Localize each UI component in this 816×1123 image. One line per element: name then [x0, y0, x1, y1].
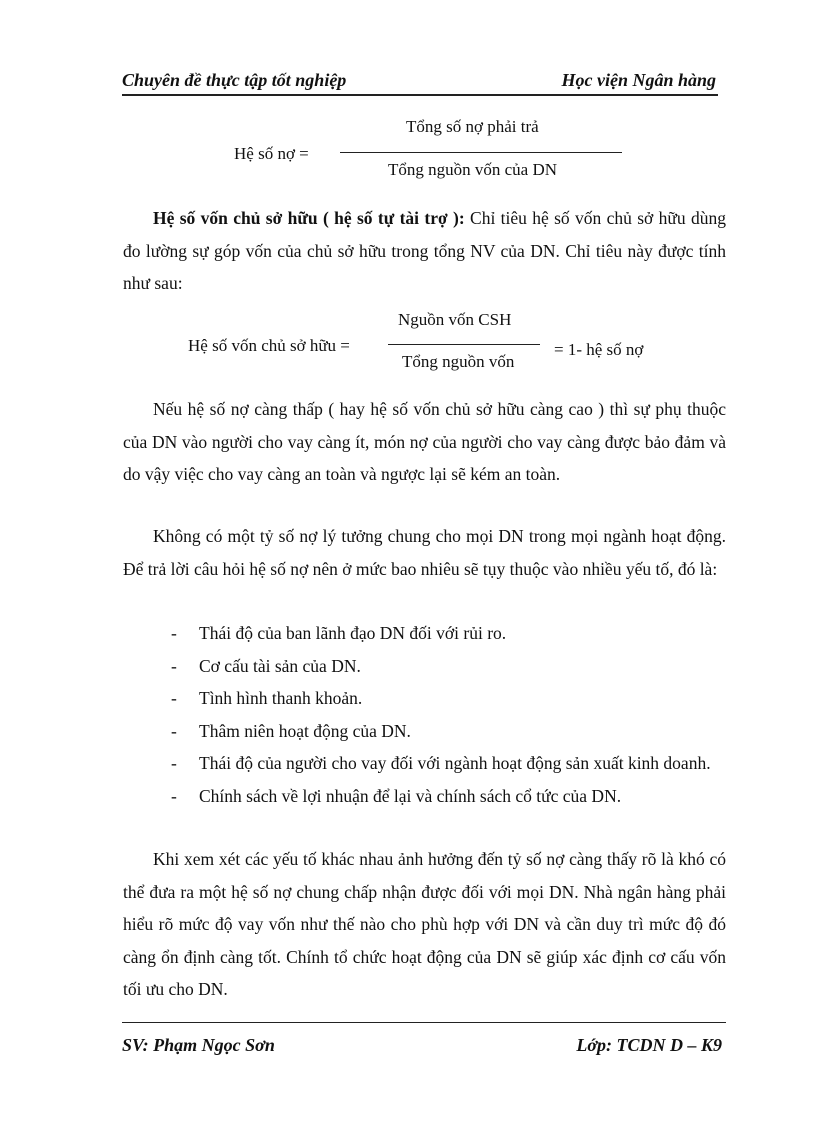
factors-list	[171, 617, 726, 812]
list-item-text: Thái độ của ban lãnh đạo DN đối với rủi ro.	[199, 623, 507, 643]
header-document-title: Chuyên đề thực tập tốt nghiệp	[122, 70, 347, 90]
list-dash: -	[171, 688, 177, 708]
formula-debt-ratio-denominator: Tổng nguồn vốn của DN	[388, 160, 558, 179]
list-item-text: Chính sách về lợi nhuận để lại và chính sách cổ tức của DN.	[199, 785, 622, 806]
list-dash: -	[171, 720, 177, 741]
header-institution: Học viện Ngân hàng	[561, 70, 716, 90]
list-item	[171, 617, 726, 650]
list-dash: -	[171, 623, 177, 643]
formula-equity-ratio-result: = 1- hệ số nợ	[554, 340, 644, 359]
list-item-text: Tình hình thanh khoản.	[199, 688, 363, 708]
footer-student-name: SV: Phạm Ngọc Sơn	[122, 1035, 275, 1055]
formula-equity-ratio-label: Hệ số vốn chủ sở hữu =	[188, 336, 350, 355]
page-footer	[122, 1022, 726, 1061]
list-item	[171, 682, 726, 715]
list-item-text: Thâm niên hoạt động của DN.	[199, 720, 411, 741]
formula-debt-ratio-numerator: Tổng số nợ phải trả	[406, 117, 539, 136]
list-item	[171, 650, 726, 683]
fraction-bar	[340, 152, 622, 153]
list-item-text: Thái độ của người cho vay đối với ngành hoạt động sản xuất kinh doanh.	[199, 753, 711, 773]
page-header	[122, 68, 718, 96]
list-item	[171, 715, 726, 748]
list-item	[171, 780, 726, 813]
paragraph-conclusion: Khi xem xét các yếu tố khác nhau ảnh hưởng đến tỷ số nợ càng thấy rõ là khó có thể đưa ra một hệ số nợ chung chấp nhận được đối với mọi DN. Nhà ngân hàng phải hiểu rõ mức độ vay vốn như thế nào cho phù hợp với DN và cần duy trì mức độ đó càng ổn định càng tốt. Chính tổ chức hoạt động của DN sẽ giúp xác định cơ cấu vốn tối ưu cho DN.	[123, 849, 726, 999]
formula-equity-ratio-numerator: Nguồn vốn CSH	[398, 310, 512, 329]
paragraph-equity-ratio-text: Chỉ tiêu hệ số vốn chủ sở hữu dùng đo lường sự góp vốn của chủ sở hữu trong tổng NV của DN. Chỉ tiêu này được tính như sau:	[123, 208, 726, 293]
list-dash: -	[171, 655, 177, 676]
paragraph-equity-ratio-term: Hệ số vốn chủ sở hữu ( hệ số tự tài trợ ):	[153, 208, 465, 228]
list-dash: -	[171, 753, 177, 773]
paragraph-debt-dependency: Nếu hệ số nợ càng thấp ( hay hệ số vốn chủ sở hữu càng cao ) thì sự phụ thuộc của DN vào người cho vay càng ít, món nợ của người cho vay càng được bảo đảm và do vậy việc cho vay càng an toàn và ngược lại sẽ kém an toàn.	[123, 399, 726, 484]
list-item	[171, 747, 726, 780]
formula-debt-ratio-label: Hệ số nợ =	[234, 144, 309, 163]
paragraph-ideal-ratio: Không có một tỷ số nợ lý tưởng chung cho mọi DN trong mọi ngành hoạt động. Để trả lời câu hỏi hệ số nợ nên ở mức bao nhiêu sẽ tụy thuộc vào nhiều yếu tố, đó là:	[123, 526, 726, 579]
fraction-bar	[388, 344, 540, 345]
list-item-text: Cơ cấu tài sản của DN.	[199, 655, 361, 676]
list-dash: -	[171, 785, 177, 806]
formula-equity-ratio-denominator: Tổng nguồn vốn	[402, 352, 515, 371]
footer-class: Lớp: TCDN D – K9	[576, 1035, 722, 1055]
paragraph-equity-ratio	[123, 202, 726, 300]
